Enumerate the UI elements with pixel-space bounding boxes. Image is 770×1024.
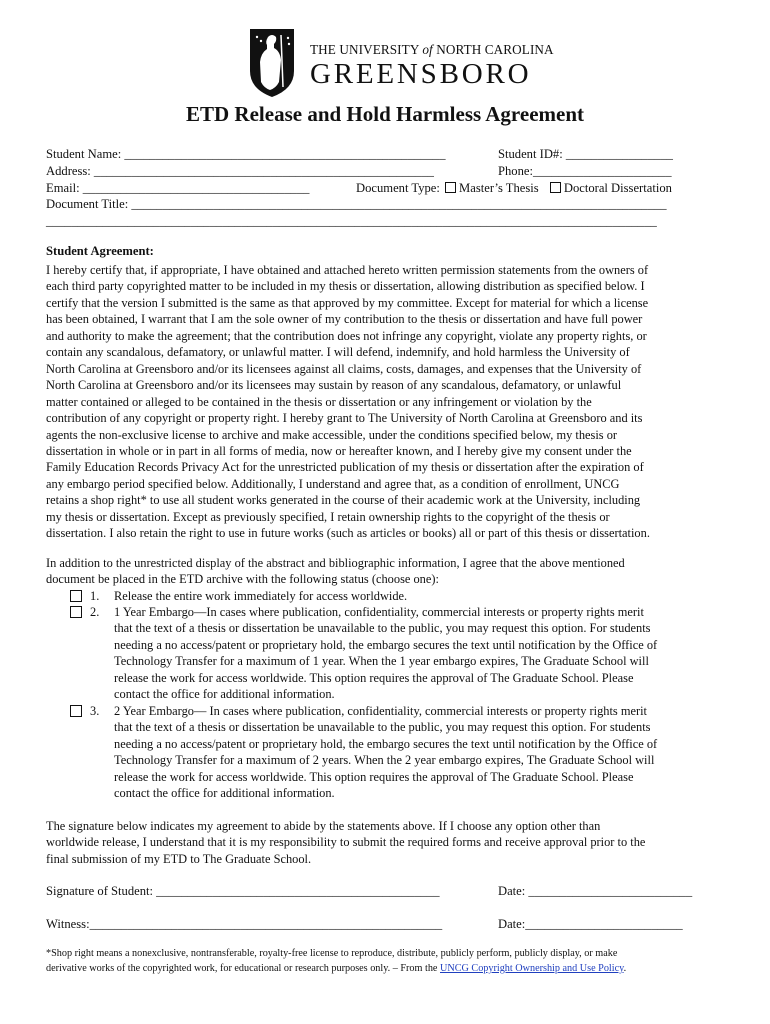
option-line: contact the office for additional information. (114, 687, 335, 702)
option-2-checkbox[interactable] (70, 606, 82, 618)
page-title: ETD Release and Hold Harmless Agreement (186, 102, 584, 126)
logo-campus-name: GREENSBORO (310, 58, 532, 90)
agreement-line: dissertation in whole or in part in all forms of media, now or hereafter known, and I hereby give my consent under the (46, 443, 632, 458)
option-line: 1 Year Embargo—In cases where publication, confidentiality, commercial interests or property rights merit (114, 605, 644, 619)
university-logo (248, 27, 554, 101)
footnote-text: derivative works of the copyrighted work, for educational or research purposes only. – From the (46, 963, 440, 974)
agreement-line: North Carolina at Greensboro and/or its licensees may sustain by reason of any scandalous, defamatory, or unlawful (46, 378, 622, 393)
agreement-line: has been obtained, I warrant that I am the sole owner of my contribution to the thesis or dissertation and have full power (46, 312, 643, 327)
student-agreement-text (46, 262, 726, 542)
agreement-line: matter contained or alleged to be contained in the thesis or dissertation or any infringement or violation by the (46, 394, 592, 409)
document-type-group (356, 180, 672, 196)
agreement-line: contribution of any copyright or property right. I hereby grant to The University of North Carolina at Greensboro and its (46, 411, 643, 426)
agreement-line: Family Education Records Privacy Act for the unrestricted publication of my thesis or dissertation after the expiration of (46, 460, 644, 475)
agreement-line: my thesis or dissertation. Except as previously specified, I retain ownership rights to the copyright of the thesis or (46, 509, 610, 524)
option-line: release the work for access worldwide. This option requires the approval of The Graduate School. Please (114, 670, 634, 685)
shop-right-footnote (46, 946, 626, 976)
option-line: that the text of a thesis or dissertation be unavailable to the public, you may request this option. For students (114, 720, 651, 735)
closing-line: The signature below indicates my agreement to abide by the statements above. If I choose any option other than (46, 819, 601, 833)
masters-thesis-checkbox[interactable] (445, 182, 456, 193)
agreement-line: contain any scandalous, defamatory, or unlawful matter. I will defend, indemnify, and hold harmless the University of (46, 345, 630, 360)
display-line: In addition to the unrestricted display of the abstract and bibliographic information, I agree that the above mentioned (46, 556, 625, 570)
display-status-text (46, 555, 726, 588)
email-field[interactable]: Email: ____________________________________ (46, 181, 310, 195)
agreement-line: agents the non-exclusive license to archive and make accessible, under the conditions specified below, my thesis or (46, 427, 618, 442)
student-agreement-heading: Student Agreement: (46, 244, 154, 258)
agreement-line: and authority to make the agreement; that the contribution does not infringe any copyright, violate any property rights, or (46, 328, 647, 343)
witness-signature-field[interactable]: Witness:________________________________________________________ (46, 917, 443, 931)
option-line: 2 Year Embargo— In cases where publication, confidentiality, commercial interests or property rights merit (114, 704, 647, 718)
agreement-line: each third party copyrighted matter to be included in my thesis or dissertation, allowing distribution as specified below. I (46, 279, 645, 294)
document-title-field[interactable]: Document Title: _____________________________________________________________________________________ (46, 197, 667, 211)
footnote-period: . (623, 963, 627, 974)
student-signature-field[interactable]: Signature of Student: _____________________________________________ (46, 884, 440, 898)
agreement-line: North Carolina at Greensboro and/or its licensees against all claims, costs, damages, and expenses that the University of (46, 361, 642, 376)
doctoral-dissertation-checkbox[interactable] (550, 182, 561, 193)
option-line: contact the office for additional information. (114, 786, 335, 801)
masters-thesis-label: Master’s Thesis (459, 181, 539, 195)
agreement-line: any embargo period specified below. Additionally, I understand and agree that, as a condition of enrollment, UNCG (46, 476, 620, 491)
closing-line: final submission of my ETD to The Graduate School. (46, 851, 312, 866)
doctoral-dissertation-label: Doctoral Dissertation (563, 181, 672, 195)
option-line: Release the entire work immediately for access worldwide. (114, 589, 408, 603)
witness-date-field[interactable]: Date:_________________________ (498, 917, 683, 931)
document-title-continuation[interactable]: _________________________________________________________________________________________________ (46, 214, 657, 228)
document-type-label: Document Type: (356, 181, 440, 195)
footnote-line: *Shop right means a nonexclusive, nontransferable, royalty-free license to reproduce, distribute, publicly perform, publicly display, or make (46, 948, 618, 959)
agreement-line: dissertation. I also retain the right to use in future works (such as articles or books) all or part of this thesis or dissertation. (46, 526, 650, 541)
display-line: document be placed in the ETD archive with the following status (choose one): (46, 572, 439, 587)
option-line: needing a no access/patent or proprietary hold, the embargo secures the text until notification by the Office of (114, 637, 658, 652)
option-line: that the text of a thesis or dissertation be unavailable to the public, you may request this option. For students (114, 621, 651, 636)
option-number: 2. (90, 605, 100, 619)
agreement-line: retains a shop right* to use all student works generated in the course of their academic work at the University, including (46, 493, 641, 508)
option-number: 1. (90, 589, 100, 603)
address-field[interactable]: Address: ______________________________________________________ (46, 164, 434, 178)
closing-text (46, 818, 726, 867)
minerva-seal-icon (248, 27, 296, 99)
copyright-policy-link[interactable]: UNCG Copyright Ownership and Use Policy (440, 963, 624, 974)
footnote-line-2 (46, 961, 626, 976)
agreement-line: certify that the version I submitted is the same as that approved by my committee. Except for material for which a license (46, 295, 649, 310)
option-line: Technology Transfer for a maximum of 2 years. When the 2 year embargo expires, The Graduate School will (114, 753, 655, 768)
closing-line: worldwide release, I understand that it is my responsibility to submit the required forms and receive approval prior to the (46, 835, 646, 850)
option-3-checkbox[interactable] (70, 705, 82, 717)
agreement-line: I hereby certify that, if appropriate, I have obtained and attached hereto written permission statements from the owners of (46, 263, 649, 277)
student-id-field[interactable]: Student ID#: _________________ (498, 147, 673, 161)
option-1-checkbox[interactable] (70, 590, 82, 602)
student-name-field[interactable]: Student Name: ___________________________________________________ (46, 147, 446, 161)
student-date-field[interactable]: Date: __________________________ (498, 884, 693, 898)
logo-university-name: THE UNIVERSITY of NORTH CAROLINA (310, 42, 554, 57)
option-number: 3. (90, 704, 100, 718)
option-line: needing a no access/patent or proprietary hold, the embargo secures the text until notification by the Office of (114, 736, 658, 751)
option-line: Technology Transfer for a maximum of 1 year. When the 1 year embargo expires, The Graduate School will (114, 654, 649, 669)
option-line: release the work for access worldwide. This option requires the approval of The Graduate School. Please (114, 769, 634, 784)
phone-field[interactable]: Phone:______________________ (498, 164, 672, 178)
